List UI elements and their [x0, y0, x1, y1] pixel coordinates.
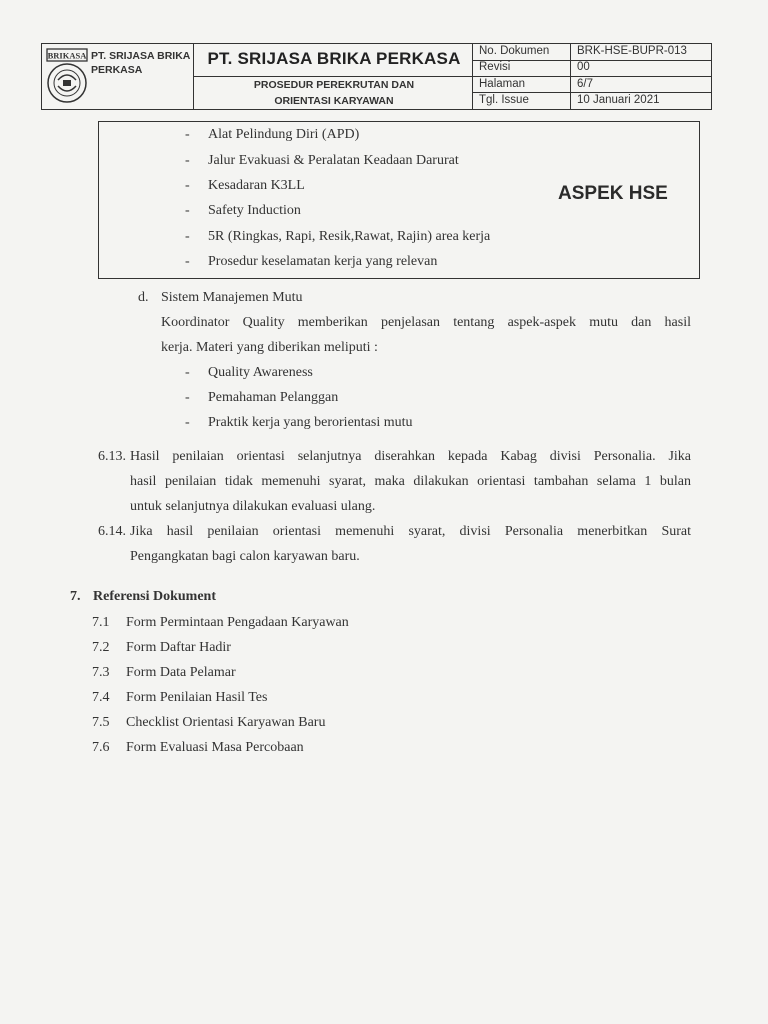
reference-number: 7.2	[92, 640, 110, 655]
quality-item: Quality Awareness	[208, 365, 313, 380]
hse-item: Alat Pelindung Diri (APD)	[208, 127, 360, 142]
reference-number: 7.1	[92, 615, 110, 630]
section-d-marker: d.	[138, 290, 149, 305]
hse-item: Jalur Evakuasi & Peralatan Keadaan Darurat	[208, 153, 459, 168]
hse-item: 5R (Ringkas, Rapi, Resik,Rawat, Rajin) area kerja	[208, 229, 491, 244]
bullet-dash: -	[185, 178, 190, 193]
bullet-dash: -	[185, 203, 190, 218]
meta-value: 10 Januari 2021	[577, 94, 660, 106]
clause-line: Pengangkatan bagi calon karyawan baru.	[130, 549, 360, 564]
reference-number: 7.3	[92, 665, 110, 680]
meta-label: Halaman	[479, 78, 526, 90]
bullet-dash: -	[185, 153, 190, 168]
meta-value: BRK-HSE-BUPR-013	[577, 45, 687, 57]
bullet-dash: -	[185, 365, 190, 380]
bullet-dash: -	[185, 415, 190, 430]
meta-label: Tgl. Issue	[479, 94, 529, 106]
reference-number: 7.5	[92, 715, 110, 730]
reference-number: 7.6	[92, 740, 110, 755]
reference-number: 7.4	[92, 690, 110, 705]
company-name: PT. SRIJASA BRIKA PERKASA	[91, 50, 190, 76]
section-d-paragraph-line: kerja. Materi yang diberikan meliputi :	[161, 340, 378, 355]
meta-label: Revisi	[479, 61, 511, 73]
hse-item: Safety Induction	[208, 203, 301, 218]
document-subtitle: PROSEDUR PEREKRUTAN DAN ORIENTASI KARYAWAN	[253, 79, 415, 107]
hse-item: Kesadaran K3LL	[208, 178, 305, 193]
meta-label: No. Dokumen	[479, 45, 550, 57]
section-7-heading: Referensi Dokument	[93, 589, 217, 604]
section-7-number: 7.	[70, 589, 81, 604]
clause-line: hasil penilaian tidak memenuhi syarat, maka dilakukan orientasi tambahan selama 1 bulan	[130, 474, 691, 489]
reference-item: Form Daftar Hadir	[126, 640, 231, 655]
clause-number: 6.13.	[98, 449, 126, 464]
section-d-heading: Sistem Manajemen Mutu	[161, 290, 303, 305]
clause-line: Hasil penilaian orientasi selanjutnya diserahkan kepada Kabag divisi Personalia. Jika	[130, 449, 691, 464]
reference-item: Form Penilaian Hasil Tes	[126, 690, 268, 705]
bullet-dash: -	[185, 229, 190, 244]
logo-text: BRIKASA	[47, 50, 87, 61]
clause-line: untuk selanjutnya dilakukan evaluasi ulang.	[130, 499, 376, 514]
reference-item: Checklist Orientasi Karyawan Baru	[126, 715, 326, 730]
reference-item: Form Evaluasi Masa Percobaan	[126, 740, 304, 755]
company-logo	[46, 48, 88, 105]
document-header	[41, 43, 712, 110]
hse-item: Prosedur keselamatan kerja yang relevan	[208, 254, 438, 269]
bullet-dash: -	[185, 390, 190, 405]
clause-line: Jika hasil penilaian orientasi memenuhi syarat, divisi Personalia menerbitkan Surat	[130, 524, 691, 539]
quality-item: Pemahaman Pelanggan	[208, 390, 339, 405]
reference-item: Form Data Pelamar	[126, 665, 236, 680]
meta-value: 00	[577, 61, 590, 73]
document-title: PT. SRIJASA BRIKA PERKASA	[207, 49, 461, 68]
quality-item: Praktik kerja yang berorientasi mutu	[208, 415, 413, 430]
bullet-dash: -	[185, 127, 190, 142]
bullet-dash: -	[185, 254, 190, 269]
reference-item: Form Permintaan Pengadaan Karyawan	[126, 615, 349, 630]
meta-value: 6/7	[577, 78, 593, 90]
clause-number: 6.14.	[98, 524, 126, 539]
section-d-paragraph-line: Koordinator Quality memberikan penjelasan tentang aspek-aspek mutu dan hasil	[161, 315, 691, 330]
hse-aspect-label: ASPEK HSE	[558, 183, 668, 204]
